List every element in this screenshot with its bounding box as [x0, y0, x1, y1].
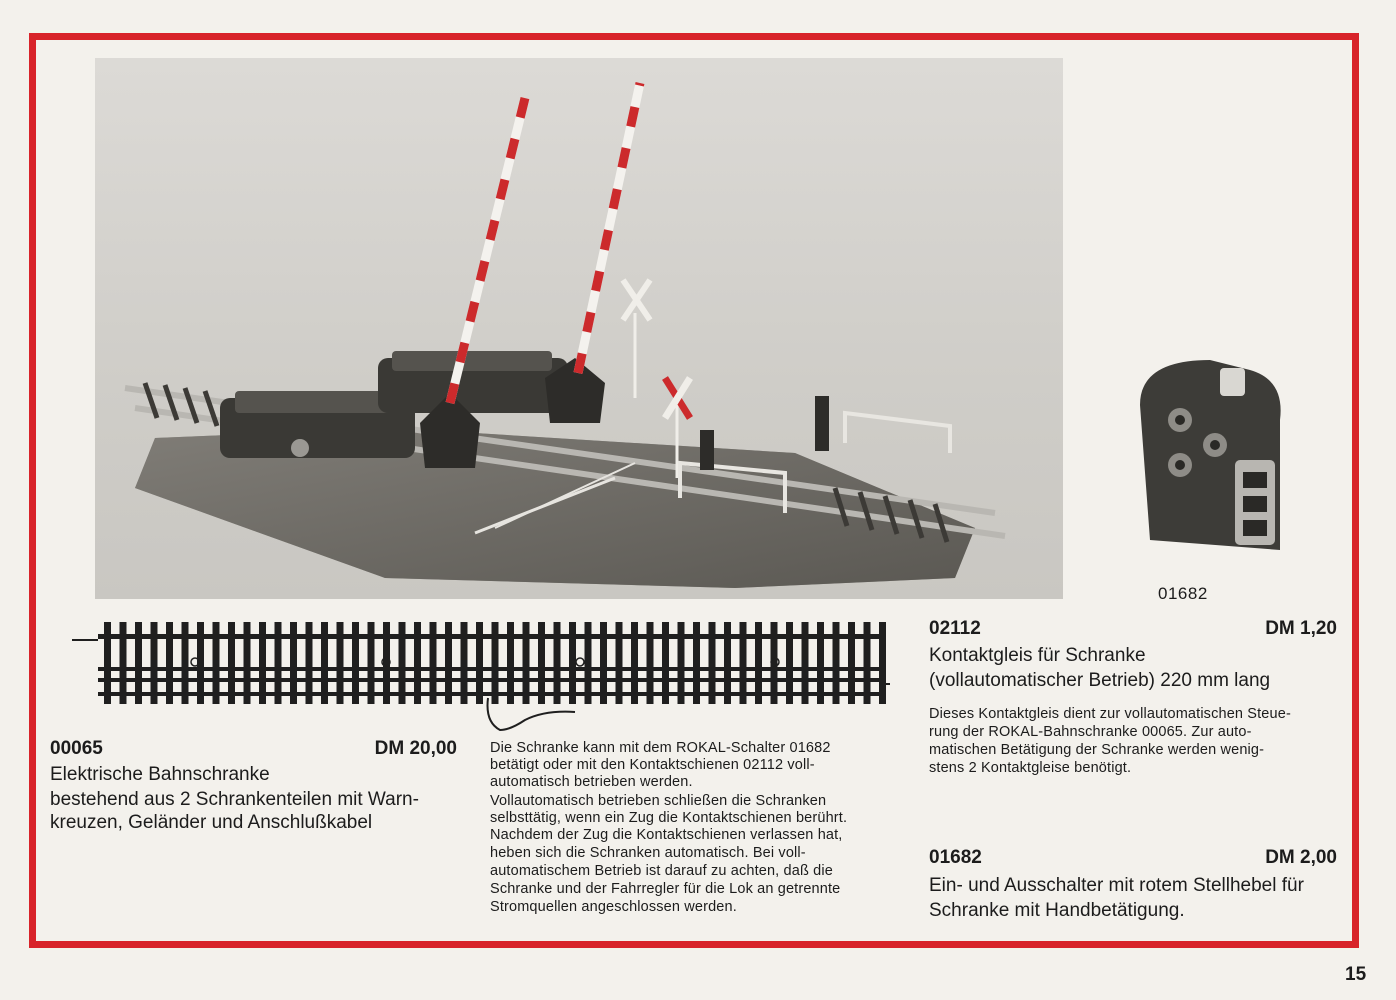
- desc-02112-line: matischen Betätigung der Schranke werden wenig-: [929, 742, 1265, 758]
- middle-text-line: heben sich die Schranken automatisch. Bei voll-: [490, 845, 806, 861]
- middle-text-line: Die Schranke kann mit dem ROKAL-Schalter 01682: [490, 740, 831, 756]
- title-02112-line: Kontaktgleis für Schranke: [929, 645, 1146, 666]
- switch-photo-label: 01682: [1158, 584, 1208, 603]
- middle-text-line: Vollautomatisch betrieben schließen die Schranken: [490, 793, 827, 809]
- middle-text-line: automatisch betrieben werden.: [490, 774, 693, 790]
- middle-text-line: betätigt oder mit den Kontaktschienen 02112 voll-: [490, 757, 815, 773]
- desc-02112-line: Dieses Kontaktgleis dient zur vollautomatischen Steue-: [929, 706, 1291, 722]
- middle-text-line: Schranke und der Fahrregler für die Lok an getrennte: [490, 881, 841, 897]
- middle-text-line: selbsttätig, wenn ein Zug die Kontaktschienen berührt.: [490, 810, 848, 826]
- level-crossing-photo: [95, 58, 1063, 599]
- desc-00065-line: kreuzen, Geländer und Anschlußkabel: [50, 812, 373, 833]
- contact-track-drawing: [70, 612, 890, 732]
- desc-02112-line: stens 2 Kontaktgleise benötigt.: [929, 760, 1132, 776]
- switch-photo: [1120, 350, 1290, 580]
- middle-text-line: Stromquellen angeschlossen werden.: [490, 899, 737, 915]
- product-number-01682: 01682: [929, 847, 982, 868]
- middle-text-line: Nachdem der Zug die Kontaktschienen verlassen hat,: [490, 827, 843, 843]
- price-01682: DM 2,00: [1265, 847, 1337, 868]
- page-number: 15: [1345, 964, 1367, 985]
- title-01682-line: Ein- und Ausschalter mit rotem Stellhebel für: [929, 875, 1304, 896]
- title-02112-line: (vollautomatischer Betrieb) 220 mm lang: [929, 670, 1271, 691]
- desc-02112-line: rung der ROKAL-Bahnschranke 00065. Zur auto-: [929, 724, 1252, 740]
- desc-00065-line: bestehend aus 2 Schrankenteilen mit Warn-: [50, 789, 419, 810]
- title-00065: Elektrische Bahnschranke: [50, 764, 270, 785]
- price-00065: DM 20,00: [374, 738, 457, 759]
- price-02112: DM 1,20: [1265, 618, 1337, 639]
- title-01682-line: Schranke mit Handbetätigung.: [929, 900, 1185, 921]
- product-number-00065: 00065: [50, 738, 103, 759]
- middle-text-line: automatischem Betrieb ist darauf zu achten, daß die: [490, 863, 833, 879]
- product-number-02112: 02112: [929, 618, 981, 639]
